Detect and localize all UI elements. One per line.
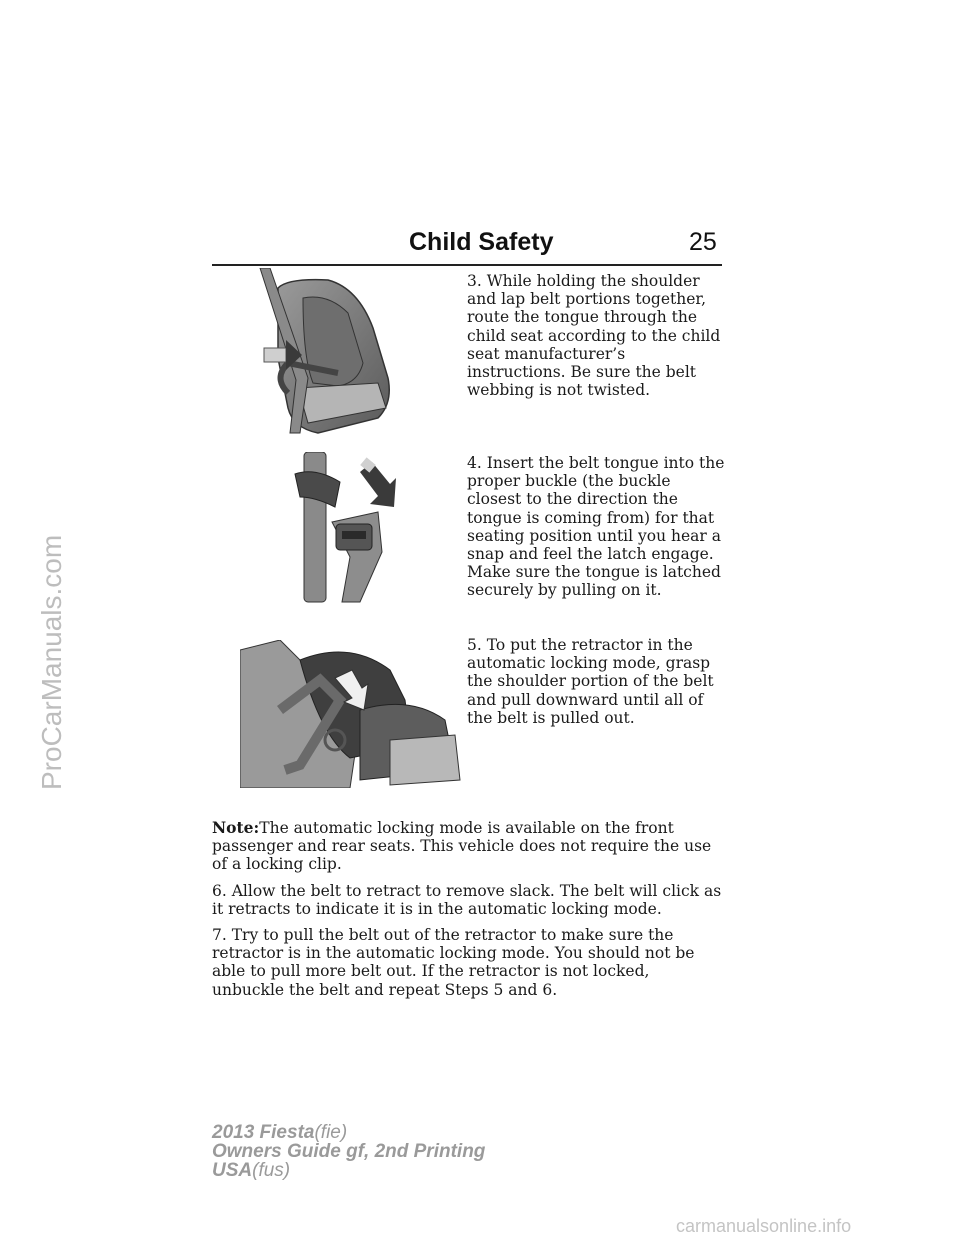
- side-watermark-text: ProCarManuals.com: [36, 534, 67, 790]
- footer: [212, 1123, 485, 1180]
- buckle-insertion-illustration: [290, 452, 400, 607]
- step-3-text: 3. While holding the shoulder and lap belt portions together, route the tongue through the child seat according to the child seat manufacturer’s instructions. Be sure the belt webbing is not twisted.: [467, 272, 721, 400]
- bottom-watermark: carmanualsonline.info: [676, 1216, 852, 1236]
- step-4-text: 4. Insert the belt tongue into the proper buckle (the buckle closest to the direction the tongue is coming from) for that seating position until you hear a snap and feel the latch engage. Make sure the tongue is latched securely by pulling on it.: [467, 454, 725, 600]
- note-paragraph: [212, 819, 724, 874]
- step-5-text: 5. To put the retractor in the automatic locking mode, grasp the shoulder portion of the belt and pull downward until all of the belt is pulled out.: [467, 636, 714, 727]
- step-6-paragraph: 6. Allow the belt to retract to remove slack. The belt will click as it retracts to indicate it is in the automatic locking mode.: [212, 881, 722, 918]
- side-watermark: [6, 500, 66, 790]
- footer-model: 2013 Fiesta: [212, 1122, 315, 1143]
- note-label: Note:: [212, 818, 260, 837]
- note-text: The automatic locking mode is available on the front passenger and rear seats. This vehicle does not require the use of a locking clip.: [212, 819, 712, 874]
- header-divider: [212, 264, 722, 266]
- child-seat-belt-routing-illustration: [248, 268, 410, 436]
- footer-guide: Owners Guide gf, 2nd Printing: [212, 1141, 486, 1162]
- step-7-paragraph: 7. Try to pull the belt out of the retractor to make sure the retractor is in the automatic locking mode. You should not be able to pull more belt out. If the retractor is not locked, unbuckle the belt and repeat Steps 5 and 6.: [212, 926, 695, 999]
- page-number: 25: [689, 228, 717, 256]
- arrow-icon: [360, 457, 396, 507]
- retractor-pull-illustration: [240, 640, 462, 788]
- section-title: Child Safety: [409, 228, 554, 256]
- footer-model-code: (fie): [314, 1122, 348, 1143]
- footer-market-code: (fus): [252, 1160, 291, 1181]
- footer-market: USA: [212, 1160, 253, 1181]
